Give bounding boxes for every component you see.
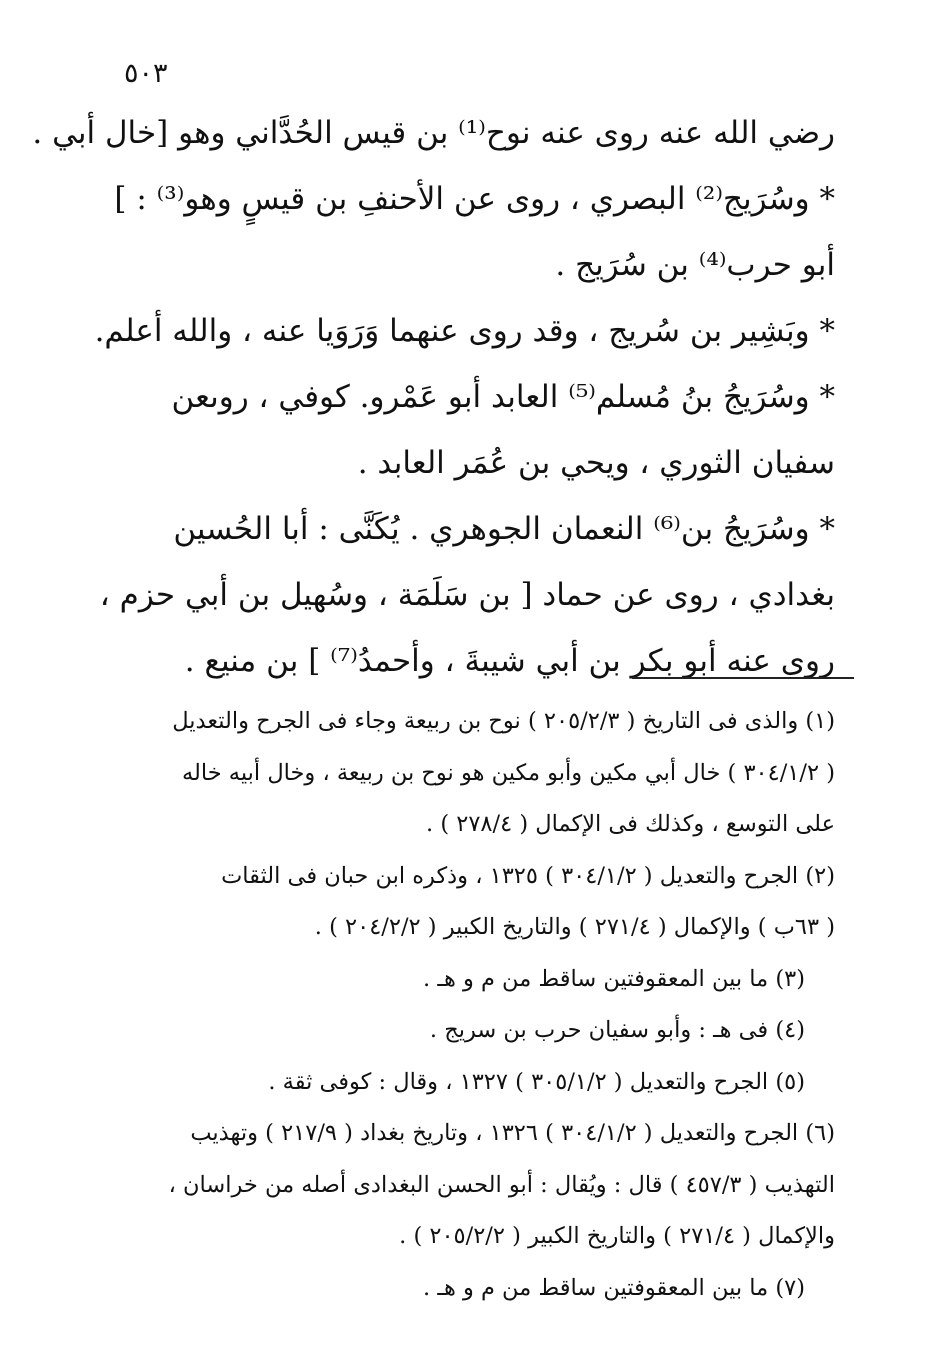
main-line: رضي الله عنه روى عنه نوح⁽¹⁾ بن قيس الحُدَّاني وهو [خال أبي . — [32, 115, 835, 151]
main-line: أبو حرب⁽⁴⁾ بن سُرَيج . — [555, 247, 835, 283]
footnotes — [112, 696, 835, 1314]
main-line: * وسُرَيجُ بنُ مُسلم⁽⁵⁾ العابد أبو عَمْرو. كوفي ، روىعن — [171, 379, 835, 415]
main-line: بغدادي ، روى عن حماد [ بن سَلَمَة ، وسُهيل بن أبي حزم ، — [99, 577, 835, 613]
footnote-line: على التوسع ، وكذلك فى الإكمال ( ٢٧٨/٤ ) . — [426, 811, 835, 837]
footnote-line: (٥) الجرح والتعديل ( ٣٠٥/١/٢ ) ١٣٢٧ ، وقال : كوفى ثقة . — [268, 1068, 805, 1095]
footnote-line: التهذيب ( ٤٥٧/٣ ) قال : ويُقال : أبو الحسن البغدادى أصله من خراسان ، — [168, 1171, 835, 1198]
footnote-line: (٧) ما بين المعقوفتين ساقط من م و هـ . — [423, 1274, 805, 1301]
main-line: * وسُرَيج⁽²⁾ البصري ، روى عن الأحنفِ بن قيسٍ وهو⁽³⁾ : ] — [114, 181, 835, 217]
footnote-line: والإكمال ( ٢٧١/٤ ) والتاريخ الكبير ( ٢٠٥/٢/٢ ) . — [399, 1223, 835, 1249]
footnote-line: (٦) الجرح والتعديل ( ٣٠٤/١/٢ ) ١٣٢٦ ، وتاريخ بغداد ( ٢١٧/٩ ) وتهذيب — [190, 1120, 835, 1146]
main-line: روى عنه أبو بكر بن أبي شيبةَ ، وأحمدُ⁽⁷⁾ ] بن منيع . — [184, 643, 835, 679]
footnote-line: ( ٦٣ب ) والإكمال ( ٢٧١/٤ ) والتاريخ الكبير ( ٢٠٤/٢/٢ ) . — [314, 914, 835, 940]
main-text — [32, 100, 835, 694]
footnote-line: ( ٣٠٤/١/٢ ) خال أبي مكين وأبو مكين هو نوح بن ربيعة ، وخال أبيه خاله — [181, 759, 835, 786]
footnote-line: (٢) الجرح والتعديل ( ٣٠٤/١/٢ ) ١٣٢٥ ، وذكره ابن حبان فى الثقات — [221, 862, 835, 889]
footnote-line: (٤) فى هـ : وأبو سفيان حرب بن سريج . — [429, 1017, 805, 1043]
main-line: سفيان الثوري ، ويحي بن عُمَر العابد . — [357, 445, 835, 481]
main-line: * وسُرَيجُ بن⁽⁶⁾ النعمان الجوهري . يُكَنَّى : أبا الحُسين — [173, 511, 835, 547]
main-line: * وبَشِير بن سُريج ، وقد روى عنهما وَرَوَيا عنه ، والله أعلم. — [94, 313, 835, 349]
page-number: ٥٠٣ — [124, 58, 168, 89]
footnote-divider — [632, 677, 854, 679]
footnote-line: (٣) ما بين المعقوفتين ساقط من م و هـ . — [423, 965, 805, 992]
footnote-line: (١) والذى فى التاريخ ( ٢٠٥/٢/٣ ) نوح بن ربيعة وجاء فى الجرح والتعديل — [172, 708, 835, 734]
